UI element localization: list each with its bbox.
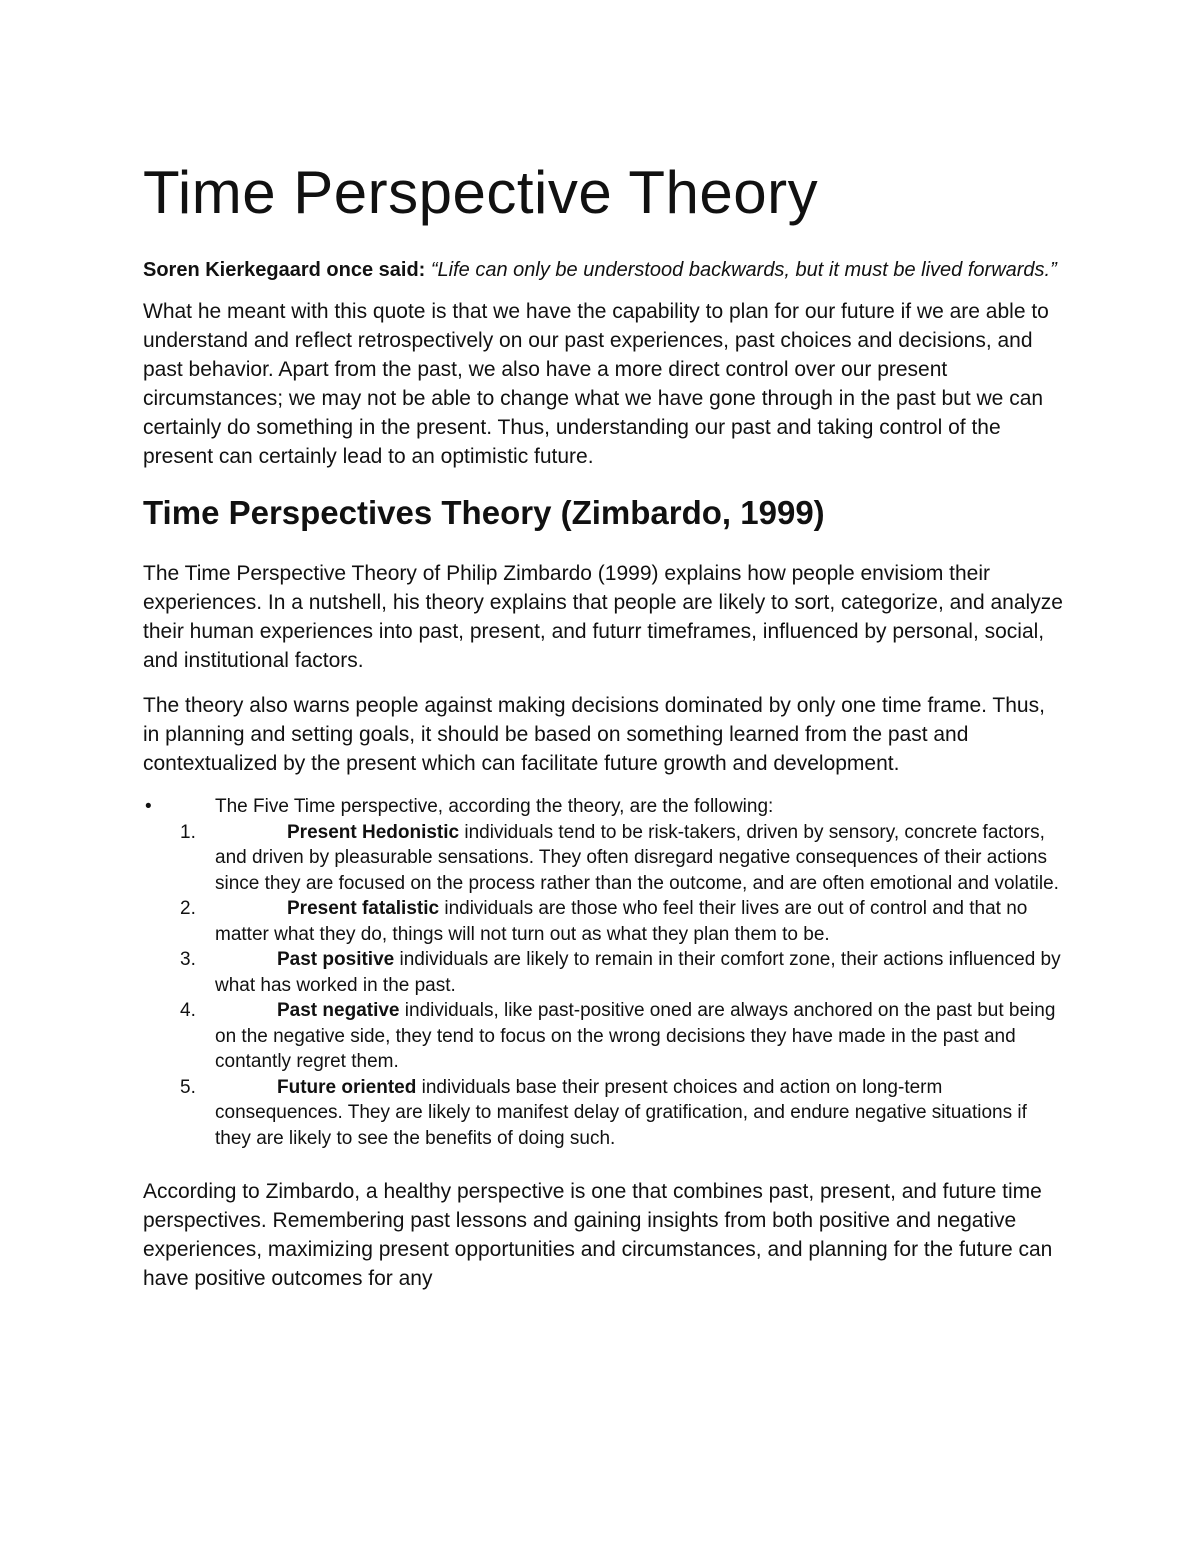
list-text: individuals tend to be risk-takers, driven by sensory, concrete factors, and driven by pleasurable sensations. They often disregard negative consequences of their actions since they are focused on the process rather than the outcome, and are often emotional and volatile. <box>215 821 1059 894</box>
list-number: 2. <box>180 898 196 920</box>
list-number: 1. <box>180 821 196 843</box>
list-text: individuals are likely to remain in their comfort zone, their actions influenced by what has worked in the past. <box>215 949 1061 996</box>
list-item <box>143 820 1063 897</box>
list-text: individuals, like past-positive oned are always anchored on the past but being on the negative side, they tend to focus on the wrong decisions they have made in the past and contantly regret them. <box>215 1000 1056 1073</box>
list-term: Future oriented <box>277 1076 417 1098</box>
page-title: Time Perspective Theory <box>143 159 819 226</box>
perspective-list <box>143 820 1063 1152</box>
list-number: 4. <box>180 1000 196 1022</box>
quote-text: “Life can only be understood backwards, but it must be lived forwards.” <box>430 259 1057 281</box>
list-number: 5. <box>180 1076 196 1098</box>
list-term: Present fatalistic <box>287 898 440 920</box>
list-term: Past positive <box>277 949 395 971</box>
list-item <box>143 1075 1063 1152</box>
list-term: Present Hedonistic <box>287 821 460 843</box>
list-item <box>143 896 1063 947</box>
list-text: individuals are those who feel their lives are out of control and that no matter what they do, things will not turn out as what they plan them to be. <box>215 898 1028 945</box>
document-page <box>143 160 1063 1309</box>
conclusion-paragraph: According to Zimbardo, a healthy perspective is one that combines past, present, and future time perspectives. Remembering past lessons and gaining insights from both positive and negative experiences, maximizing present opportunities and circumstances, and planning for the future can have positive outcomes for any <box>143 1180 1053 1291</box>
list-item <box>143 998 1063 1075</box>
bullet-mark: • <box>145 795 152 817</box>
quote-paragraph <box>143 256 1063 285</box>
list-number: 3. <box>180 949 196 971</box>
list-text: individuals base their present choices and action on long-term consequences. They are likely to manifest delay of gratification, and endure negative situations if they are likely to see the benefits of doing such. <box>215 1076 1027 1149</box>
bullet-item <box>143 794 1063 820</box>
list-item <box>143 947 1063 998</box>
quote-author: Soren Kierkegaard once said: <box>143 259 426 281</box>
warning-paragraph: The theory also warns people against making decisions dominated by only one time frame. Thus, in planning and setting goals, it should be based on something learned from the past and contextualized by the present which can facilitate future growth and development. <box>143 693 1045 775</box>
section-heading: Time Perspectives Theory (Zimbardo, 1999) <box>143 494 825 531</box>
theory-paragraph: The Time Perspective Theory of Philip Zimbardo (1999) explains how people envisiom their experiences. In a nutshell, his theory explains that people are likely to sort, categorize, and analyze their human experiences into past, present, and futurr timeframes, influenced by personal, social, and institutional factors. <box>143 561 1063 672</box>
bullet-text: The Five Time perspective, according the theory, are the following: <box>215 795 774 817</box>
list-term: Past negative <box>277 1000 400 1022</box>
intro-paragraph: What he meant with this quote is that we have the capability to plan for our future if we are able to understand and reflect retrospectively on our past experiences, past choices and decisions, and past behavior. Apart from the past, we also have a more direct control over our present circumstances; we may not be able to change what we have gone through in the past but we can certainly do something in the present. Thus, understanding our past and taking control of the present can certainly lead to an optimistic future. <box>143 300 1049 468</box>
